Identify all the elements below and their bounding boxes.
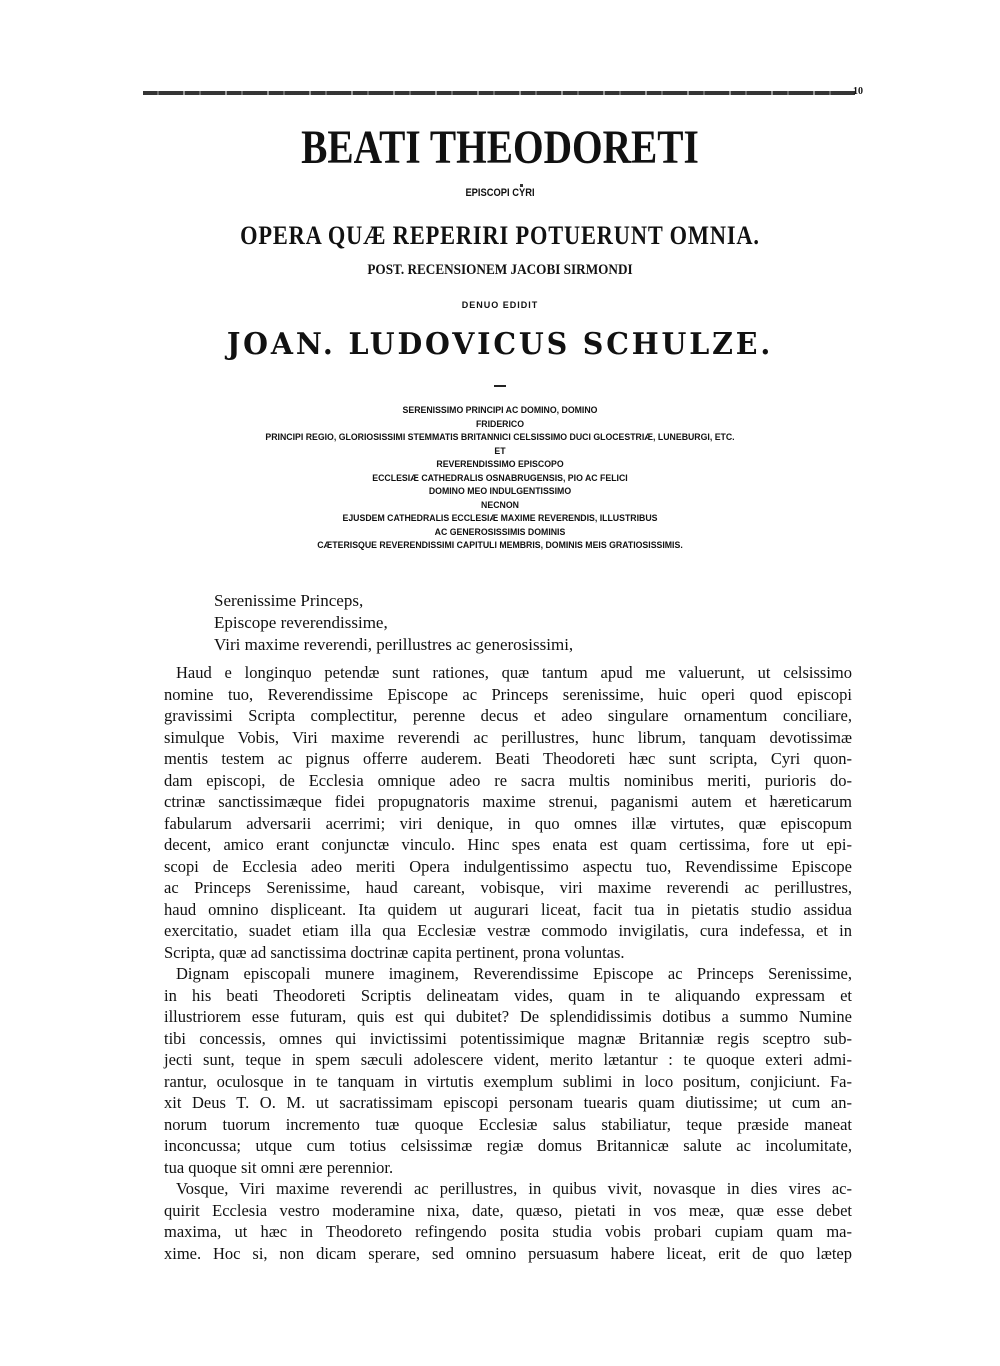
- salutation-block: [214, 590, 573, 656]
- text-line: Vosque, Viri maxime reverendi ac perillustres, in quibus vivit, novasque in dies vires ac-: [176, 1179, 852, 1198]
- title-main: BEATI THEODORETI: [301, 121, 699, 174]
- text-line: maxima, ut hæc in Theodoreto refingendo posita studia vobis probari cupiam quam ma-: [164, 1222, 852, 1241]
- text-line: quirit Ecclesia vestro moderamine nixa, date, quæso, pietati in vos meæ, quæ esse debet: [164, 1200, 852, 1220]
- text-line: xit Deus T. O. M. ut sacratissimam episcopi personam tuearis quam diutissime; ut cum an-: [164, 1093, 852, 1112]
- subtitle-edidit: DENUO EDIDIT: [461, 300, 539, 310]
- dedication-line: REVERENDISSIMO EPISCOPO: [436, 459, 564, 470]
- dedication-line: ECCLESIÆ CATHEDRALIS OSNABRUGENSIS, PIO AC FELICI: [372, 472, 628, 484]
- text-line: illustriorem esse futuram, quis est qui dubitet? De splendidissimis dotibus a summo Numine: [164, 1007, 852, 1026]
- text-line: tibi concessis, omnes qui invictissimi potentissimique magnæ Britanniæ regis sceptro sub-: [164, 1028, 852, 1048]
- text-line: scopi de Ecclesia adeo meriti Opera indulgentissimo aspectu tuo, Revendissime Episcope: [164, 856, 852, 876]
- text-line: ctrinæ sanctissimæque fidei propugnatoris maxime strenui, paganismi autem et hæreticarum: [164, 792, 852, 811]
- text-line: nomine tuo, Reverendissime Episcope ac Princeps serenissime, huic operi quod episcopi: [164, 684, 852, 704]
- dedication-line: DOMINO MEO INDULGENTISSIMO: [428, 486, 572, 497]
- text-line: decent, amico erant conjunctæ vinculo. Hinc spes enata est quam certissima, fore ut epi-: [164, 835, 852, 854]
- text-line: Dignam episcopali munere imaginem, Reverendissime Episcope ac Princeps Serenissime,: [176, 964, 852, 983]
- text-line: tua quoque sit omni ære perennior.: [164, 1157, 394, 1177]
- dedication-line: FRIDERICO: [475, 418, 525, 430]
- title-opera: OPERA QUÆ REPERIRI POTUERUNT OMNIA.: [240, 221, 760, 250]
- text-line: gravissimi Scripta complectitur, perenne decus et adeo singulare ornamentum conciliare,: [164, 706, 852, 725]
- text-line: Scripta, quæ ad sanctissima doctrinæ capita pertinent, prona voluntas.: [164, 942, 625, 962]
- letter-body: [164, 662, 852, 1264]
- text-line: fabularum adversarii acerrimi; viri denique, in quo omnes illæ virtutes, quæ episcopum: [164, 813, 852, 833]
- dedication-block: [140, 404, 860, 553]
- text-line: xime. Hoc si, non dicam sperare, sed omnino persuasum habere liceat, erit de quo lætер: [164, 1243, 852, 1263]
- header-rule-mark: 10: [853, 86, 863, 97]
- dedication-line: PRINCIPI REGIO, GLORIOSISSIMI STEMMATIS BRITANNICI CELSISSIMO DUCI GLOCESTRIÆ, LUNEBURGI, ETC.: [265, 432, 735, 443]
- dedication-line: NECNON: [481, 499, 519, 511]
- text-line: haud omnino displiceant. Ita quidem ut augurari liceat, facit tua in pietatis studio assidua: [164, 899, 852, 919]
- text-line: Haud e longinquo petendæ sunt rationes, quæ tantum apud me valuerunt, ut celsissimo: [176, 663, 852, 682]
- dedication-line: SERENISSIMO PRINCIPI AC DOMINO, DOMINO: [402, 405, 598, 416]
- paragraph-3: [164, 1178, 852, 1264]
- text-line: in his beati Theodoreti Scriptis delineatam vides, quam in te aliquando expressam et: [164, 985, 852, 1005]
- subtitle-recension: POST. RECENSIONEM JACOBI SIRMONDI: [367, 262, 633, 278]
- text-line: ac Princeps Serenissime, haud careant, vobisque, viri maxime reverendi ac perillustres,: [164, 878, 852, 897]
- salutation-line: Viri maxime reverendi, perillustres ac generosissimi,: [214, 635, 574, 654]
- dedication-line: AC GENEROSISSIMIS DOMINIS: [434, 526, 566, 538]
- text-line: exercitatio, suadet etiam illa qua Ecclesiæ vestræ commodo invigilatis, cura indefessa, et in: [164, 921, 852, 940]
- text-line: rantur, oculosque in te tanquam in virtutis exemplum sublimi in loco positum, conjiciunt. Fa-: [164, 1071, 852, 1091]
- dedication-line: EJUSDEM CATHEDRALIS ECCLESIÆ MAXIME REVERENDIS, ILLUSTRIBUS: [342, 513, 658, 524]
- text-line: dam episcopi, de Ecclesia omnique adeo re sacra multis nominibus meriti, purioris do-: [164, 770, 852, 790]
- text-line: simulque Vobis, Viri maxime reverendi ac perillustres, hunc librum, tanquam devotissimæ: [164, 727, 852, 747]
- author-name: JOAN. LUDOVICUS SCHULZE.: [226, 327, 774, 362]
- header-rule: [143, 91, 855, 95]
- salutation-line: Serenissime Princeps,: [214, 591, 364, 610]
- text-line: mentis testem ac pignus offerre auderem. Beati Theodoreti hæc sunt scripta, Cyri quon-: [164, 749, 852, 768]
- dedication-line: CÆTERISQUE REVERENDISSIMI CAPITULI MEMBRIS, DOMINIS MEIS GRATIOSISSIMIS.: [317, 540, 683, 551]
- text-line: norum tuorum incremento tuæ quoque Ecclesiæ salus stabiliatur, teque præside maneat: [164, 1114, 852, 1134]
- paragraph-1: [164, 662, 852, 963]
- section-dash: [494, 385, 506, 387]
- ink-speck: [520, 184, 523, 187]
- dedication-line: ET: [494, 445, 506, 457]
- subtitle-episcopi: EPISCOPI CYRI: [465, 187, 535, 199]
- text-line: jecti sunt, teque in spem sæculi adolescere vident, merito lætantur : te quoque exteri admi-: [164, 1050, 852, 1069]
- text-line: inconcussa; utque cum totius celsissimæ regiæ domus Britannicæ salute ac incolumitate,: [164, 1136, 852, 1155]
- paragraph-2: [164, 963, 852, 1178]
- salutation-line: Episcope reverendissime,: [214, 613, 388, 632]
